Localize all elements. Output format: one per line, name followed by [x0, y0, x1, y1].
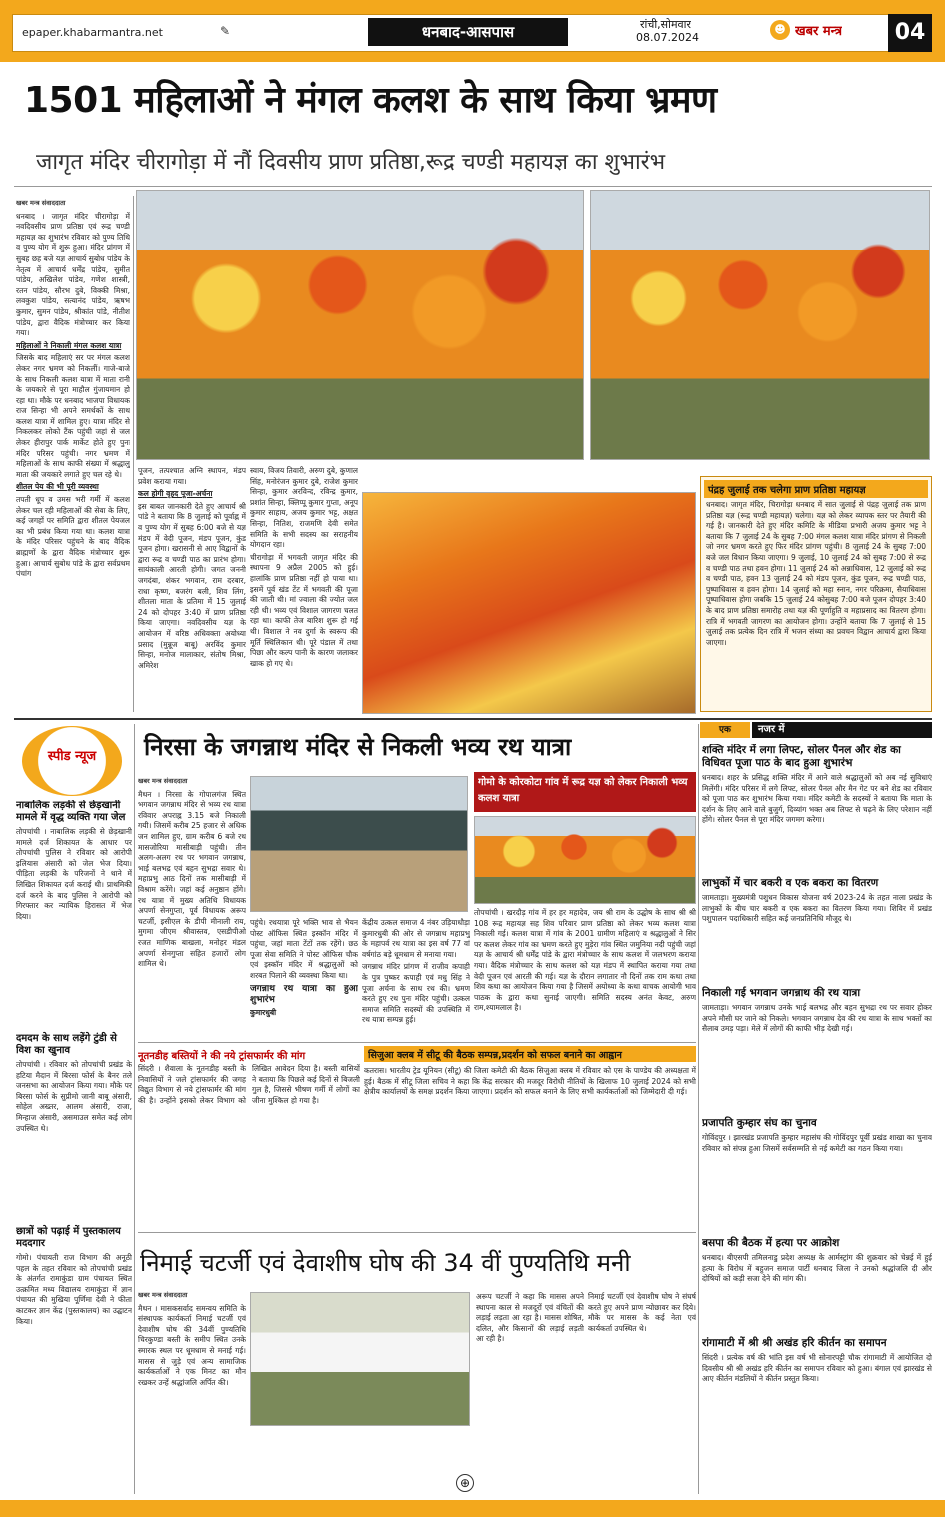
- cursor-icon: ✎: [220, 24, 231, 38]
- left-item-2-title: दमदम के साथ लड़ेंगे टुंडी से विश का खुनाव: [16, 1033, 117, 1056]
- nazar-item-3-title: निकाली गई भगवान जगन्नाथ की रथ यात्रा: [702, 987, 861, 999]
- nimai-top-rule: [138, 1232, 696, 1233]
- rath-headline: निरसा के जगन्नाथ मंदिर से निकली भव्य रथ यात्रा: [144, 733, 572, 761]
- rath-column-3: [362, 918, 470, 1038]
- nazar-item-1-text: धनबाद। शहर के प्रसिद्ध शक्ति मंदिर में आने वाले श्रद्धालुओं को अब नई सुविधाएं मिलेंगी। मंदिर परिसर में लगे लिफ्ट, सोलर पैनल और मैन गेट पर बने शेड का रविवार को पूजा पाठ कर शुभारंभ किया गया। मंदिर कमेटी के सदस्यों ने बताया कि माता के दर्शन के लिए आने वाले बुजुर्ग, दिव्यांग भक्त अब लिफ्ट से चढ़ने के लिए परेशान नहीं होंगे। सोलर पैनल से पूरा मंदिर जगमग करेगा।: [702, 773, 932, 825]
- nazar-item-4: [702, 1117, 932, 1233]
- left-item-1: [16, 800, 132, 1027]
- lead-col1-text-b: जिसके बाद महिलाएं सर पर मंगल कलश लेकर नगर भ्रमण को निकलीं। गाजे-बाजे के साथ निकली कलश यात्रा में माता रानी के जयकारे से पूरा माहौल गुंजायमान हो रहा था। मौके पर धनबाद भाजपा विधायक राज सिन्हा भी अपने समर्थकों के साथ कलश यात्रा में शामिल हुए। यात्रा मंदिर से निकलकर लोको टैंक पहुंची जहां से जल लेकर हीरापुर पार्क मार्केट होते हुए पुनः मंदिर परिसर पहुंची। नगर भ्रमण में महिलाओं के साथ काफी संख्या में श्रद्धालु माता की जयकारे लगाते हुए चल रहे थे।: [16, 353, 130, 479]
- rath-col2-text-b: केंद्रीय उत्कल समाज 4 नंबर उड़ियाधौड़ा कुमारधुबी की ओर से जगन्नाथ महाप्रभु के महापर्व रथ यात्रा का इस वर्ष 77 वां वर्षगांठ बड़े धूमधाम से मनाया गया।: [362, 918, 470, 959]
- mid-rule: [138, 1042, 696, 1043]
- brand-name: खबर मन्त्र: [795, 24, 843, 39]
- rath-col2-text: पहुंचे। रथयात्रा पूरे भक्ति भाव से भैयन पोस्ट ऑफिस स्थित इस्कॉन मंदिर में पहुंचा, जहां माता टेंटों तक रहेंगे। छठ पूजा सेवा समिति ने पोस्ट ऑफिस चौक एवं इस्कॉन मंदिर में श्रद्धालुओं को शरबत पिलाने की व्यवस्था किया था।: [250, 918, 358, 980]
- nazar-item-5-title: बसपा की बैठक में हत्या पर आक्रोश: [702, 1237, 840, 1249]
- rath-sub-dateline: कुमारधुबी: [250, 1007, 277, 1017]
- left-item-2: [16, 1033, 132, 1220]
- page-number: 04: [888, 14, 932, 52]
- nazar-item-2: [702, 877, 932, 983]
- left-column: [16, 800, 132, 1500]
- lead-column-2: [138, 466, 246, 712]
- nimai-byline: खबर मन्त्र संवाददाता: [138, 1291, 188, 1299]
- women-with-kalash-photo: [362, 492, 696, 714]
- nazar-item-5: [702, 1237, 932, 1333]
- section-title: धनबाद-आसपास: [368, 18, 568, 46]
- transformer-text: सिंदरी । शैवाला के नूतनडीह बस्ती के निवासियों ने जले ट्रांसफार्मर की जगह विद्युत विभाग से नये ट्रांसफार्मर की मांग की है। उन्होंने इसको लेकर विभाग को लिखित आवेदन दिया है। बस्ती वासियों ने बताया कि पिछले कई दिनों से बिजली गुल है, जिससे भीषण गर्मी में लोगों का जीना मुश्किल हो गया है।: [138, 1064, 360, 1105]
- lead-headline: 1501 महिलाओं ने मंगल कलश के साथ किया भ्रमण: [24, 80, 717, 121]
- rath-column-1: [138, 776, 246, 1038]
- lead-byline: खबर मन्त्र संवाददाता: [16, 199, 66, 207]
- transformer-headline: नूतनडीह बस्तियों ने की नये ट्रांसफार्मर की मांग: [138, 1051, 306, 1062]
- lead-col2-subhead: कल होगी वृहद पूजा-अर्चना: [138, 489, 213, 499]
- date-line1: रांची,सोमवार: [640, 18, 692, 31]
- nimai-column-3: निमाई चटर्जी एवं देवाशीष घोष ने संघर्ष करते हुए अपने प्राण न्योछावर कर दिये। मौके पर मासस के कई नेता एवं कार्यकर्ता उपस्थित थे।: [588, 1292, 696, 1333]
- kalash-procession-photo-2: [590, 190, 930, 460]
- nazar-item-3: [702, 987, 932, 1113]
- citu-headline: सिजुआ क्लब में सीटू की बैठक सम्पन्न,प्रदर्शन को सफल बनाने का आह्वान: [368, 1050, 622, 1061]
- nimai-col1-text: मैथन । मासकसर्वाद समन्वय समिति के संस्थापक कार्यकर्ता निमाई चटर्जी एवं देवाशीष घोष की 34वीं पुण्यतिथि चिरकुण्डा बस्ती के समीप स्थित उनके स्मारक स्थल पर धूमधाम से मनाई गई। मासस से जुड़े एवं अन्य सामाजिक कार्यकर्ताओं ने एक मिनट का मौन रखकर उन्हें श्रद्धांजलि अर्पित की।: [138, 1303, 246, 1387]
- footer-bar: [0, 1500, 945, 1517]
- lead-col2-text-b: इस बाबत जानकारी देते हुए आचार्य श्री पांडे ने बताया कि 8 जुलाई को पूर्वाह्न में व पुण्य योग में सुबह 6:00 बजे से यज्ञ मंडप में वेदी पूजन, मंडप पूजन, कुंड पूजन होगा। खरासनी से आए विद्वानों के द्वारा रूद्र व चण्डी पाठ का प्रारंभ होगा। सायंकाली आरती होगी। जगत जननी जगदंबा, शंकर भगवान, राम दरबार, राधा कृष्ण, बजरंग बली, शिव लिंग, शीतला माता के प्रतिमा में 15 जुलाई 24 को दोपहर 3:40 में प्राण प्रतिष्ठा किया जाएगा। नवदिवसीय यज्ञ के आयोजन में वरिष्ठ अधिवक्ता अयोध्या प्रसाद (मुन्नूज बाबू) अरविंद कुमार सिन्हा, मनोज मालाकार, संतोष मिश्रा, अमिरेश: [138, 501, 246, 670]
- left-item-3-text: गोमो। पंचायती राज विभाग की अनूठी पहल के तहत रविवार को तोपचांची प्रखंड के अंतर्गत रामाकुंडा ग्राम पंचायत स्थित उत्क्रमित मध्य विद्यालय रामाकुंडा में ज्ञान पंचायत की मुखिया पूर्णिमा देवी ने फीता काटकर ज्ञान केंद्र (पुस्तकालय) का उद्घाटन किया।: [16, 1253, 132, 1326]
- nazar-item-6-title: रांगामाटी में श्री श्री अखंड हरि कीर्तन का समापन: [702, 1337, 887, 1349]
- lead-rule: [14, 186, 932, 187]
- prana-box-heading: पंद्रह जुलाई तक चलेगा प्राण प्रतिष्ठा महायज्ञ: [704, 480, 928, 498]
- rath-subhead: जगन्नाथ रथ यात्रा का हुआ शुभारंभ: [250, 983, 358, 1005]
- lead-column-1: [16, 198, 130, 708]
- left-item-2-text: तोपचांची । रविवार को तोपचांची प्रखंड के हटिया मैदान में बिरसा फोर्स के बैनर तले जनसभा का आयोजन किया गया। मौके पर बिरसा फोर्स के सुप्रीमो जानी बाबू अंसारी, सोहेल अख्तर, आलम अंसारी, राजा, मिन्हाज अंसारी, असमाउल समेत कई लोग उपस्थित थे।: [16, 1060, 132, 1133]
- nazar-item-1: [702, 744, 932, 873]
- lead-col-rule: [133, 196, 134, 712]
- nazar-item-4-text: गोविंदपुर । झारखंड प्रजापति कुम्हार महासंघ की गोविंदपुर पूर्वी प्रखंड शाखा का चुनाव रविवार को संपन्न हुआ जिसमें सर्वसम्मति से नई कमेटी का गठन किया गया।: [702, 1133, 932, 1153]
- nazar-item-1-title: शक्ति मंदिर में लगा लिफ्ट, सोलर पैनल और शेड का विधिवत पूजा पाठ के बाद हुआ शुभारंभ: [702, 744, 901, 769]
- left-item-3-title: छात्रों को पढ़ाई में पुस्तकालय मददगार: [16, 1226, 121, 1249]
- rath-byline: खबर मन्त्र संवाददाता: [138, 777, 188, 785]
- brand-logo: ☻: [770, 20, 790, 40]
- lead-column-3: [250, 466, 358, 712]
- nazar-item-6: [702, 1337, 932, 1443]
- gomo-kicker: गोमो के कोरकोटा गांव में रूद्र यज्ञ को लेकर निकाली भव्य कलश यात्रा: [478, 777, 688, 804]
- lead-col1-text-c: तपती धूप व उमस भरी गर्मी में कलश लेकर चल रही महिलाओं की सेवा के लिए, कई जगहों पर समिति द्वारा शीतल पेयजल का भी प्रबंध किया गया था। कलश यात्रा के मंदिर परिसर पहुंचने के बाद वैदिक ब्राह्मणों के द्वारा वैदिक मंत्रोच्चार शुरू हुआ। आचार्य सुबोध पांडे के द्वारा सर्वप्रथम पंचांग: [16, 495, 130, 579]
- lead-subhead: जागृत मंदिर चीरागोड़ा में नौं दिवसीय प्राण प्रतिष्ठा,रूद्र चण्डी महायज्ञ का शुभारंभ: [36, 150, 666, 175]
- nazar-label: नजर में: [752, 722, 932, 738]
- rath-yatra-photo: [250, 776, 468, 912]
- nimai-column-1: [138, 1290, 246, 1494]
- nimai-column-2: अरूप चटर्जी ने कहा कि मासस अपने स्थापना काल से मजदूरों एवं वंचितों की लड़ाई लड़ता आ रहा है। मासस शोषित, दलित, और किसानों की लड़ाई लड़ती आ रही है।: [476, 1292, 584, 1344]
- nazar-tag: एक: [700, 722, 750, 738]
- lead-col1-subhead1: महिलाओं ने निकाली मंगल कलश यात्रा: [16, 340, 122, 350]
- nazar-item-2-text: जामताड़ा। मुख्यमंत्री पशुधन विकास योजना वर्ष 2023-24 के तहत नाला प्रखंड के लाभुकों के बीच चार बकरी व एक बकरा का वितरण किया गया। शिविर में प्रखंड पशुपालन पदाधिकारी सहित कई जनप्रतिनिधि मौजूद थे।: [702, 893, 932, 924]
- rath-column-2: [250, 918, 358, 1038]
- nazar-item-2-title: लाभुकों में चार बकरी व एक बकरा का वितरण: [702, 877, 879, 889]
- speed-news-label: स्पीड न्यूज: [47, 749, 97, 764]
- lead-col1-subhead2: शीतल पेय की भी पूरी व्यवस्था: [16, 482, 99, 492]
- nazar-item-5-text: धनबाद। बीएसपी तमिलनाडु प्रदेश अध्यक्ष के आर्मस्ट्रांग की शुक्रवार को चेन्नई में हुई हत्या के विरोध में बहुजन समाज पार्टी धनबाद जिला ने उनको श्रद्धांजलि दी और दोषियों को कड़ी सजा देने की मांग की।: [702, 1253, 932, 1284]
- nazar-item-6-text: सिंदरी । प्रत्येक वर्ष की भांति इस वर्ष भी सोनारपट्टी चौक रांगामाटी में आयोजित दो दिवसीय श्री श्री अखंड हरि कीर्तन का समापन रविवार को हुआ। बंगाल एवं झारखंड से आए कीर्तन मंडलियों ने कीर्तन प्रस्तुत किया।: [702, 1353, 932, 1384]
- nazar-col-rule: [698, 724, 699, 1494]
- nimai-headline: निमाई चटर्जी एवं देवाशीष घोष की 34 वीं पुण्यतिथि मनी: [140, 1249, 631, 1277]
- lead-col2-text: पूजन, तत्पश्चात अग्नि स्थापन, मंडप प्रवेश कराया गया।: [138, 466, 246, 486]
- rath-col1-text: मैथन । निरसा के गोपालगंज स्थित भगवान जगन्नाथ मंदिर से भव्य रथ यात्रा रविवार अपराह्न 3.15 बजे निकाली गयी। जिसमें करीब 25 हजार से अधिक जन शामिल हुए, ग्राम करीब 6 बजे रथ मासजोरिया मासीबाड़ी पहुंची। तीन अलग-अलग रथ पर भगवान जगन्नाथ, भाई बलभद्र एवं बहन सुभद्रा सवार थे। महाप्रभु आठ दिनों तक मासीबाड़ी में विश्राम करेंगे। जहां कई अनुष्ठान होंगे। रथ यात्रा में मुख्य अतिथि विधायक अपर्णा सेनगुप्ता, पूर्व विधायक अरूप चटर्जी, इसीएल के डीपी मीनाली राय, मुगमा जीएम श्रीवास्तव, एसडीपीओ रजत माणिक बाखला, मनोहर मंडल अपर्णा सेनगुप्ता सहित हजारों लोग शामिल थे।: [138, 789, 246, 969]
- left-col-rule: [134, 724, 135, 1494]
- lead-col3-text-b: चीरागोड़ा में भगवती जागृत मंदिर की स्थापना 9 अप्रैल 2005 को हुई। हालांकि प्राण प्रतिष्ठा नहीं हो पाया था। इसमें पूर्व खंड टेंट में भगवती की पूजा की जाती थी। मां ज्वाला की ज्योत जल रही थी। भव्य एवं विशाल जागरण चलत रहा था। काफी तेज बारिश शुरू हो गई थी। विशाल ने नव दुर्गा के स्वरूप की मूर्ति स्थिलिकान थी। पूरे पंडाल में तथा पिछा और कल्प पानी के कारण जलाकर खाक हो गए थे।: [250, 552, 358, 668]
- prana-box-text: धनबाद। जागृत मंदिर, चिरागोड़ा धनबाद में सात जुलाई से पंद्रह जुलाई तक प्राण प्रतिष्ठा यज्ञ (रूद्र चण्डी महायज्ञ) चलेगा। यज्ञ को लेकर व्यापक स्तर पर तैयारी की गई है। जानकारी देते हुए मंदिर कमिटि के मीडिया प्रभारी अजय कुमार भट्ट ने बताया कि 7 जुलाई 24 के सुबह 7:00 मंगल कलश यात्रा मंदिर प्रांगण से निकली जो नगर भ्रमण करते हुए फिर मंदिर प्रांगण पहुंची। 8 जुलाई 24 के सुबह 7:00 बजे जल विधान किया जाएगा। 9 जुलाई, 10 जुलाई 24 को सुबह 7:00 से रूद्र व चण्डी पाठ तथा हवन होगा। 11 जुलाई 24 को अन्नाधिवास, 12 जुलाई को रूद्र व चण्डी पाठ, हवन 13 जुलाई 24 को मंडप पूजन, कुंड पूजन, रूद्र चण्डी पाठ, पुष्पाधिवास व हवन होगा। 14 जुलाई को महा स्नान, नगर परिक्रमा, सैयाधिवास पूष्पाधिवास होगा जबकि 15 जुलाई 24 कोसुबह 7:00 बजे पूजन दोपहर 3:40 के बाद प्राण प्रतिष्ठा समारोह तथा यज्ञ की पूर्णाहुति व महाप्रसाद का वितरण होगा। रात्रि में भगवती जागरण का आयोजन होगा। उन्होंने बताया कि 7 जुलाई से 15 जुलाई तक प्रत्येक दिन रात्रि में भजन संध्या का प्रवचन विद्वान आचार्य द्वारा किया जाएगा।: [706, 500, 926, 647]
- nazar-item-4-title: प्रजापति कुम्हार संघ का चुनाव: [702, 1117, 817, 1129]
- left-item-1-text: तोपचांची । नाबालिक लड़की से छेड़खानी मामले दर्ज शिकायत के आधार पर तोपचांची पुलिस ने रविवार को आरोपी इलियास अंसारी को जेल भेज दिया। पीड़िता लड़की के परिजनों ने थाने में लिखित शिकायत दर्ज कराई थी। प्राथमिकी दर्ज करने के बाद पुलिस ने आरोपी को गिरफ्तार कर न्यायिक हिरासत में भेज दिया।: [16, 827, 132, 921]
- date-line2: 08.07.2024: [636, 31, 699, 44]
- nazar-item-3-text: जामताड़ा। भगवान जगन्नाथ उनके भाई बलभद्र और बहन सुभद्रा रथ पर सवार होकर अपने मौसी घर जाने को निकले। भगवान जगन्नाथ देव की रथ यात्रा के साथ भक्तों का सैलाब उमड़ पड़ा। मेले में लोगों की काफी भीड़ देखी गई।: [702, 1003, 932, 1034]
- gomo-text: तोपचांची । खरदौड़ गांव में हर हर महादेव, जय श्री राम के उद्घोष के साथ श्री श्री 108 रूद्र महायज्ञ सह शिव परिवार प्राण प्रतिष्ठा को लेकर भव्य कलश यात्रा निकाली गई। कलश यात्रा में गांव के 2001 ग्रामीण महिलाएं व श्रद्धालुओं ने सिर पर कलश लेकर गांव का भ्रमण करते हुए मुड़ेरा गांव स्थित जमुनिया नदी पहुंची जहां यज्ञ के आचार्य श्री धर्मेंद्र पांडे के द्वारा मंत्रोच्चार के साथ कलश में जलभरण कराया गया। वैदिक मंत्रोच्चार के साथ कलश को यज्ञ मंडप में स्थापित कराया गया तथा वेदी पूजन एवं आरती की गई। यज्ञ के दौरान लगातार नौ दिनों तक राम कथा तथा शिव कथा का आयोजन किया गया है जिसमें अयोध्या के कथा वाचक आयोगी भाव पाठक के द्वारा कथा सुनाई जाएगी। समिति सदस्य अनंत केवट, अरुण राम,श्यामलाल है।: [474, 908, 696, 1013]
- registration-mark-icon: ⊕: [456, 1474, 474, 1492]
- nimai-tribute-photo: [250, 1292, 470, 1426]
- lead-bottom-rule: [14, 718, 932, 720]
- left-item-1-title: नाबालिक लड़की से छेड़खानी मामले में वृद्ध व्यक्ति गया जेल: [16, 800, 126, 823]
- website-url[interactable]: epaper.khabarmantra.net: [22, 26, 163, 39]
- lead-col1-text: धनबाद । जागृत मंदिर चीरागोड़ा में नवदिवसीय प्राण प्रतिष्ठा एवं रूद्र चण्डी महायज्ञ का शुभारंभ रविवार को पुण्य तिथि व पुण्य योग में शुरू हुआ। मंदिर प्रांगण में सुबह छह बजे यज्ञ आचार्य सुबोध पांडेय के नेतृत्व में आचार्य धर्मेंद्र पांडेय, सुमीत पांडेय, अखिलेश पांडेय, गणेश शास्त्री, रतन पांडेय, सौरभ दुबे, विक्की मिश्रा, लवकुश पांडेय, सत्यानंद पांडेय, ऋषभ कुमार, सुमन पांडेय, श्रीकांत पांडे, नीतीश पांडेय, द्वारा वैदिक मंत्रोच्चार कर किया गया।: [16, 211, 130, 338]
- citu-text: कतरास। भारतीय ट्रेड यूनियन (सीटू) की जिला कमेटी की बैठक सिजुआ क्लब में रविवार को एस के पाण्डेय की अध्यक्षता में हुई। बैठक में सीटू जिला सचिव ने कहा कि केंद्र सरकार की मजदूर विरोधी नीतियों के खिलाफ 10 जुलाई 2024 को सभी क्षेत्रीय कार्यालयों के समक्ष प्रदर्शन किया जाएगा। प्रदर्शन को सफल बनाने के लिए सभी कार्यकर्ताओं को जिम्मेदारी दी गई।: [364, 1066, 696, 1097]
- left-item-3: [16, 1226, 132, 1473]
- nazar-column: [702, 744, 932, 1498]
- kalash-procession-photo-1: [136, 190, 584, 460]
- rath-col3-text: जगन्नाथ मंदिर प्रांगण में राजीव कपाही के पुत्र पुष्कर कपाही एवं मधु सिंह ने पूजा अर्चना के साथ रथ की। भ्रमण करते हुए रथ पुनः मंदिर पहुंची। उत्कल समाज समिति सदस्यों की उपस्थिति में रथ यात्रा सम्पन्न हुई।: [362, 962, 470, 1025]
- gomo-kalash-photo: [474, 816, 696, 904]
- lead-col3-text: स्वाय, विजय तिवारी, अरुण दुबे, कुणाल सिंह, मनोरंजन कुमार दुबे, राजेश कुमार सिन्हा, कुमार अरविन्द, रविन्द्र कुमार, प्रशांत सिन्हा, क्लिप्पू कुमार गुप्ता, अनूप कुमार साहाय, अजय कुमार भट्ट, अक्षत सिन्हा, नितिश, राजमणि देवी समेत समिति के सभी सदस्य का सराहनीय योगदान रहा।: [250, 466, 358, 550]
